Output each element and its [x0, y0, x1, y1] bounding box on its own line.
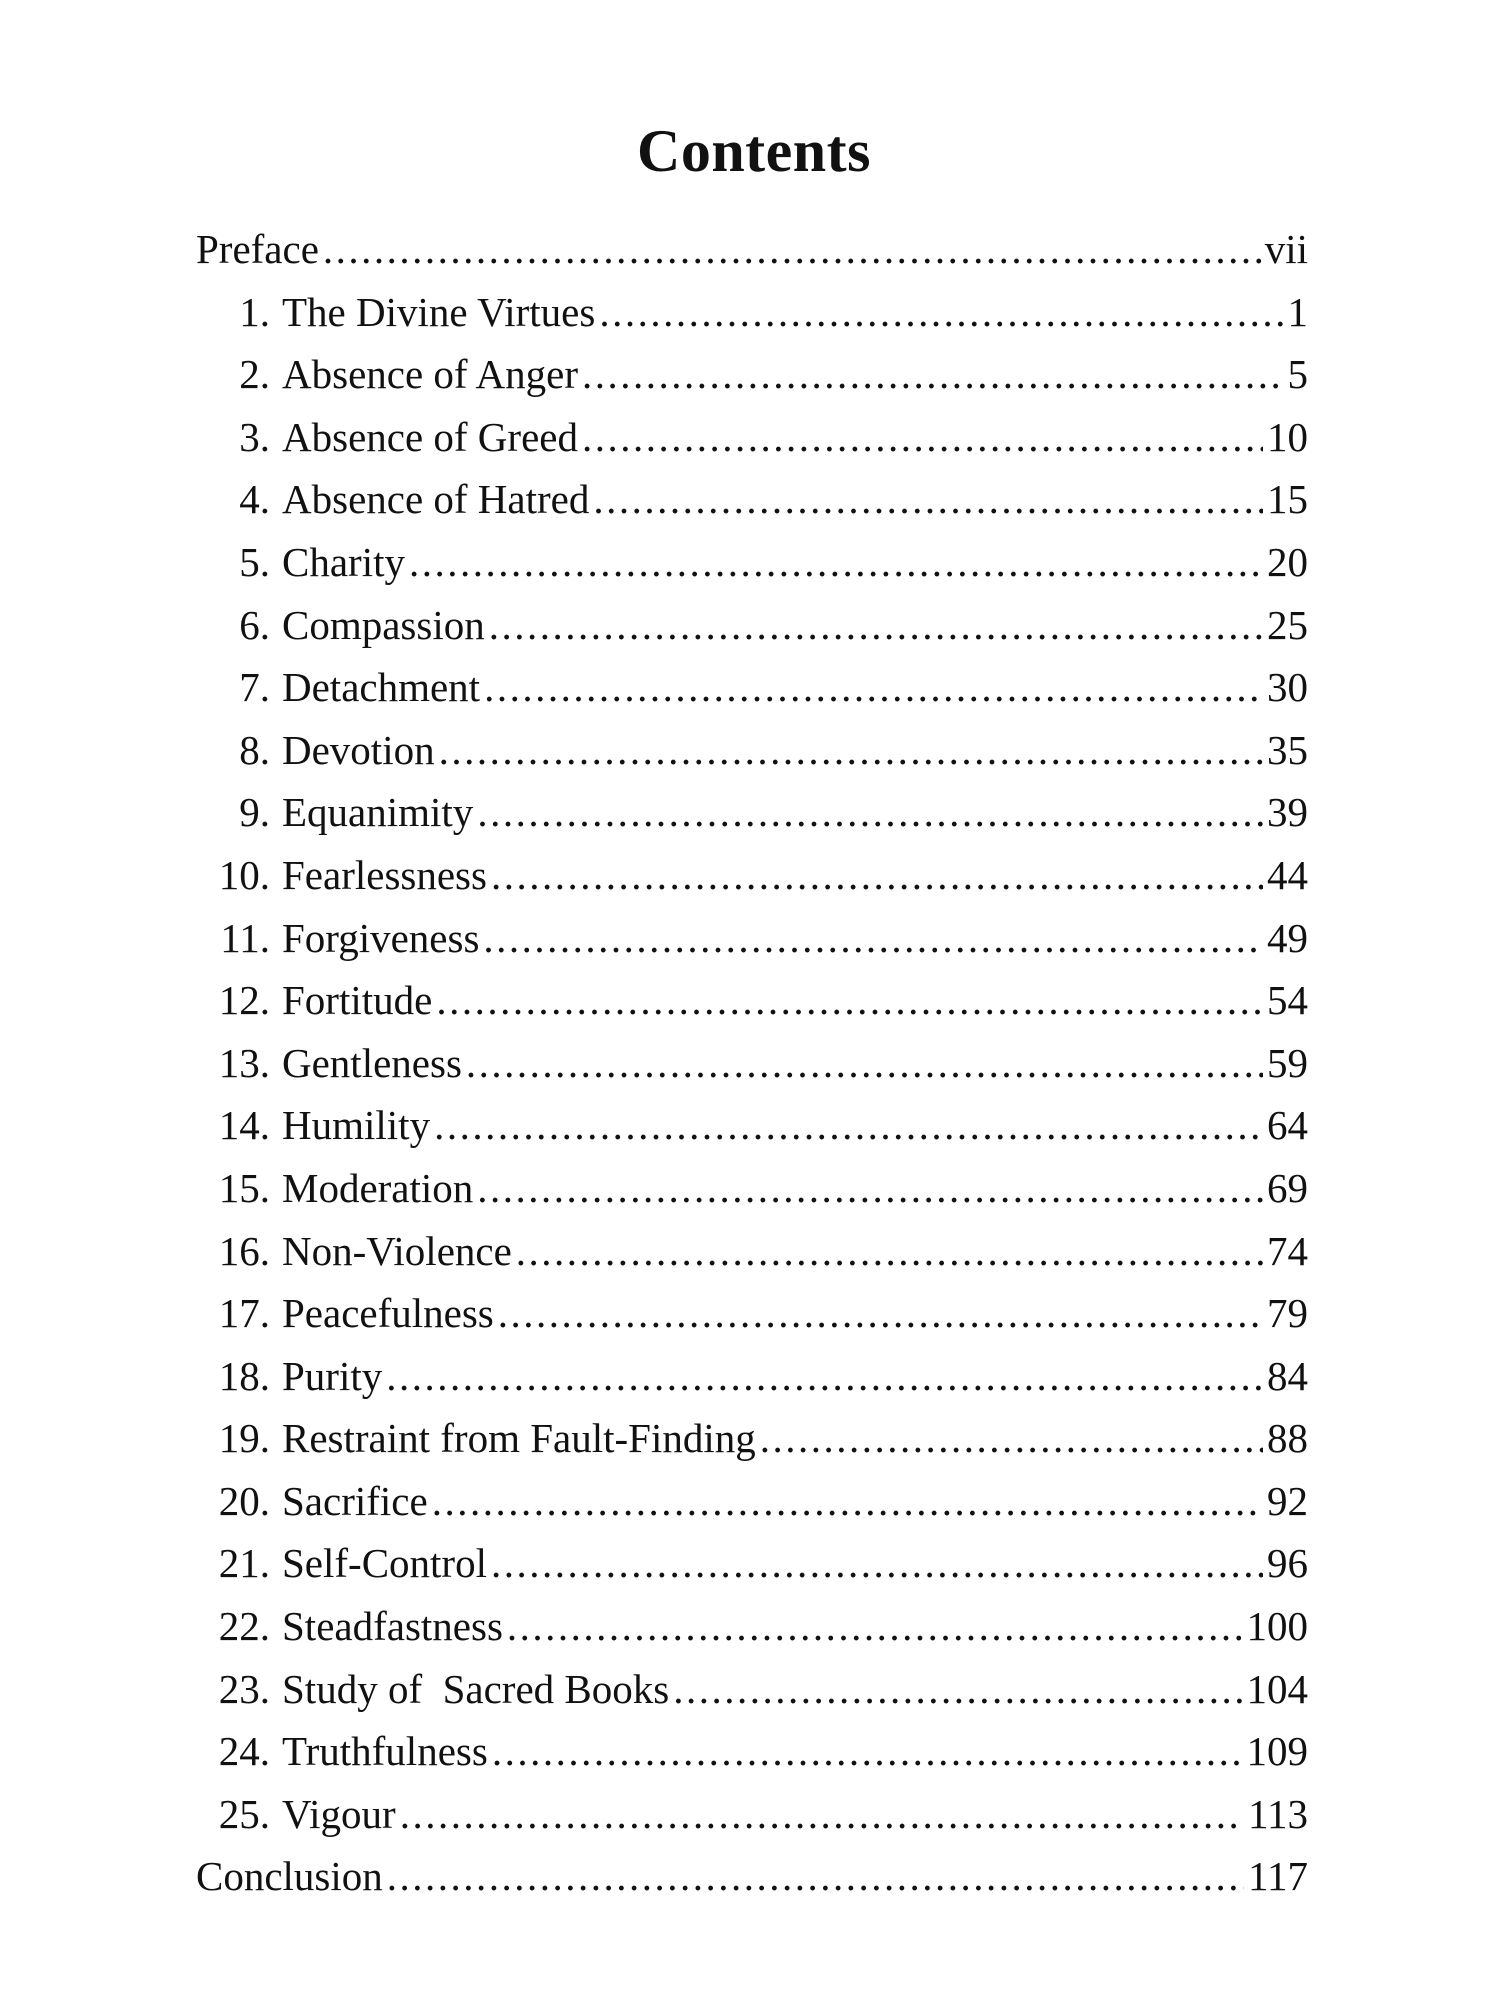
dot-leader — [491, 844, 1263, 906]
toc-entry-number: 14. — [218, 1102, 270, 1149]
toc-entry — [196, 1783, 1308, 1846]
toc-entry-page: 59 — [1267, 1039, 1308, 1086]
toc-entry — [196, 1658, 1308, 1721]
toc-entry-page: 69 — [1267, 1164, 1308, 1211]
toc-entry-number: 8. — [239, 726, 270, 773]
toc-entry-page: 117 — [1248, 1853, 1308, 1900]
toc-entry-number: 19. — [218, 1415, 270, 1462]
dot-leader — [466, 1032, 1263, 1094]
toc-entry — [196, 1282, 1308, 1345]
dot-leader — [599, 281, 1283, 343]
toc-entry-page: 92 — [1267, 1477, 1308, 1524]
dot-leader — [432, 1470, 1263, 1532]
toc-entry-page: 109 — [1246, 1728, 1308, 1775]
toc-entry — [196, 1157, 1308, 1220]
dot-leader — [387, 1845, 1244, 1907]
dot-leader — [477, 1157, 1263, 1219]
toc-entry-number: 25. — [218, 1790, 270, 1837]
toc-entry-label: Preface — [196, 226, 319, 272]
toc-entry-number: 12. — [218, 977, 270, 1024]
toc-entry-number: 7. — [239, 664, 270, 711]
toc-entry-label: Absence of Anger — [282, 351, 579, 398]
dot-leader — [760, 1407, 1263, 1469]
toc-entry-number: 10. — [218, 851, 270, 898]
toc-entry-number: 11. — [220, 914, 270, 961]
toc-entry-label: Fearlessness — [282, 851, 487, 898]
toc-entry-label: Equanimity — [282, 789, 474, 836]
toc-entry-page: 96 — [1267, 1540, 1308, 1587]
dot-leader — [593, 468, 1263, 530]
toc-entry — [196, 1094, 1308, 1157]
toc-entry-page: 10 — [1267, 413, 1308, 460]
toc-entry-label: Humility — [282, 1102, 431, 1149]
dot-leader — [491, 1532, 1263, 1594]
toc-entry — [196, 1595, 1308, 1658]
toc-entry-number: 16. — [218, 1227, 270, 1274]
toc-entry-conclusion — [196, 1845, 1308, 1908]
toc-entry — [196, 907, 1308, 970]
toc-entry-page: 74 — [1267, 1227, 1308, 1274]
toc-entry-page: 54 — [1267, 977, 1308, 1024]
toc-entry-page: 5 — [1287, 351, 1308, 398]
toc-entry-label: Non-Violence — [282, 1227, 512, 1274]
dot-leader — [400, 1783, 1244, 1845]
toc-entry — [196, 406, 1308, 469]
toc-entry-number: 15. — [218, 1164, 270, 1211]
table-of-contents — [196, 218, 1308, 1908]
toc-entry-number: 4. — [239, 476, 270, 523]
dot-leader — [386, 1345, 1263, 1407]
dot-leader — [498, 1282, 1263, 1344]
toc-entry — [196, 1220, 1308, 1283]
toc-entry — [196, 468, 1308, 531]
toc-entry-label: Study of Sacred Books — [282, 1665, 670, 1712]
toc-entry-label: Charity — [282, 538, 405, 585]
toc-entry-number: 18. — [218, 1352, 270, 1399]
toc-entry-page: 79 — [1267, 1290, 1308, 1337]
toc-entry-number: 17. — [218, 1290, 270, 1337]
toc-entry — [196, 281, 1308, 344]
dot-leader — [409, 531, 1263, 593]
toc-entry-number: 24. — [218, 1728, 270, 1775]
toc-entry-label: Restraint from Fault-Finding — [282, 1415, 756, 1462]
toc-entry-label: Devotion — [282, 726, 435, 773]
dot-leader — [582, 406, 1263, 468]
toc-entry-label: Compassion — [282, 601, 485, 648]
toc-entry-page: 64 — [1267, 1102, 1308, 1149]
toc-entry-label: Vigour — [282, 1790, 396, 1837]
dot-leader — [516, 1220, 1263, 1282]
toc-entry-page: 30 — [1267, 664, 1308, 711]
toc-entry-label: Detachment — [282, 664, 481, 711]
toc-entry-page: vii — [1264, 226, 1308, 272]
toc-entry-number: 5. — [239, 538, 270, 585]
toc-entry-label: Truthfulness — [282, 1728, 488, 1775]
toc-entry-page: 20 — [1267, 538, 1308, 585]
toc-entry-number: 6. — [239, 601, 270, 648]
toc-entry-page: 88 — [1267, 1415, 1308, 1462]
toc-entry-number: 23. — [218, 1665, 270, 1712]
toc-entry — [196, 844, 1308, 907]
toc-entry-label: Absence of Greed — [282, 413, 578, 460]
toc-entry-preface — [196, 218, 1308, 281]
toc-entry-label: Purity — [282, 1352, 383, 1399]
dot-leader — [323, 218, 1261, 280]
toc-entry-number: 3. — [239, 413, 270, 460]
dot-leader — [489, 594, 1263, 656]
toc-entry-label: Steadfastness — [282, 1603, 503, 1650]
toc-entry — [196, 594, 1308, 657]
toc-entry-number: 9. — [239, 789, 270, 836]
toc-entry — [196, 1032, 1308, 1095]
toc-entry — [196, 1532, 1308, 1595]
toc-entry — [196, 1470, 1308, 1533]
toc-entry-number: 1. — [239, 288, 270, 335]
dot-leader — [436, 969, 1263, 1031]
toc-entry — [196, 719, 1308, 782]
toc-entry-page: 104 — [1246, 1665, 1308, 1712]
toc-entry-number: 22. — [218, 1603, 270, 1650]
toc-entry-label: Forgiveness — [282, 914, 480, 961]
toc-entry — [196, 969, 1308, 1032]
toc-entry — [196, 656, 1308, 719]
toc-entry-label: Gentleness — [282, 1039, 462, 1086]
toc-entry-page: 113 — [1248, 1790, 1308, 1837]
dot-leader — [434, 1094, 1263, 1156]
dot-leader — [477, 781, 1263, 843]
dot-leader — [507, 1595, 1243, 1657]
toc-entry — [196, 1407, 1308, 1470]
toc-entry-label: Self-Control — [282, 1540, 487, 1587]
dot-leader — [483, 907, 1263, 969]
toc-entry-number: 21. — [218, 1540, 270, 1587]
toc-entry-page: 15 — [1267, 476, 1308, 523]
toc-entry-page: 1 — [1287, 288, 1308, 335]
toc-entry — [196, 1345, 1308, 1408]
page-title: Contents — [636, 118, 871, 184]
toc-entry-page: 39 — [1267, 789, 1308, 836]
toc-entry-label: Conclusion — [196, 1853, 383, 1900]
toc-entry-number: 2. — [239, 351, 270, 398]
toc-entry-label: The Divine Virtues — [282, 288, 596, 335]
toc-entry-page: 25 — [1267, 601, 1308, 648]
toc-entry — [196, 1720, 1308, 1783]
toc-entry — [196, 343, 1308, 406]
toc-entry-page: 35 — [1267, 726, 1308, 773]
toc-entry-page: 100 — [1246, 1603, 1308, 1650]
dot-leader — [673, 1658, 1242, 1720]
toc-entry-number: 20. — [218, 1477, 270, 1524]
toc-entry-label: Absence of Hatred — [282, 476, 590, 523]
toc-entry-page: 84 — [1267, 1352, 1308, 1399]
dot-leader — [582, 343, 1283, 405]
dot-leader — [492, 1720, 1243, 1782]
toc-entry-page: 44 — [1267, 851, 1308, 898]
toc-entry-label: Sacrifice — [282, 1477, 428, 1524]
toc-entry-number: 13. — [218, 1039, 270, 1086]
toc-entry-label: Fortitude — [282, 977, 433, 1024]
toc-entry-page: 49 — [1267, 914, 1308, 961]
dot-leader — [439, 719, 1263, 781]
toc-entry — [196, 531, 1308, 594]
toc-entry — [196, 781, 1308, 844]
dot-leader — [484, 656, 1263, 718]
toc-entry-label: Peacefulness — [282, 1290, 494, 1337]
toc-entry-label: Moderation — [282, 1164, 474, 1211]
